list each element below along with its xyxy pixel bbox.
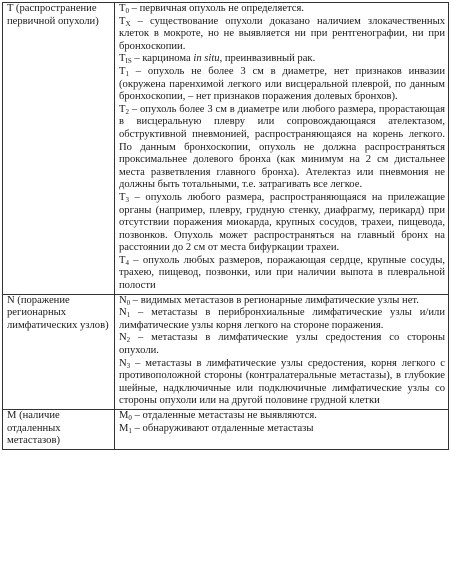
stage-letter: N: [119, 294, 127, 306]
stage-subscript: 1: [126, 311, 131, 320]
stage-code: [119, 255, 129, 266]
table-body: [3, 3, 449, 450]
stage-subscript: 3: [125, 195, 129, 204]
stage-letter: T: [119, 3, 126, 14]
stage-subscript: 0: [125, 7, 129, 15]
stage-subscript: 2: [125, 107, 129, 116]
definition-entry: [119, 104, 445, 192]
category-cell: [3, 410, 115, 450]
stage-letter: N: [119, 332, 127, 344]
stage-code: [119, 16, 131, 27]
category-cell: [3, 3, 115, 295]
stage-description-italic: in situ: [193, 53, 220, 65]
definition-entry: [119, 255, 445, 293]
definition-entry: [119, 410, 445, 423]
stage-description: – первичная опухоль не определяется.: [128, 3, 304, 14]
stage-code: [119, 3, 129, 14]
stage-description: – метастазы в перибронхиальные лимфатические узлы и/или лимфатические узлы корня легкого на стороне поражения.: [119, 307, 445, 331]
stage-letter: T: [119, 191, 126, 203]
stage-description: – опухоль любого размера, распространяющаяся на прилежащие органы (например, плевру, грудную стенку, диафрагму, перикард) при отсутствии поражения миокарда, крупных сосудов, трахеи, пищевода, позвонков. Опухоль может распространяться на главный бронх на расстоянии до 2 см от места бифуркации трахеи.: [119, 191, 445, 254]
stage-description: – отдаленные метастазы не выявляются.: [131, 410, 317, 421]
stage-code: [119, 410, 132, 421]
stage-letter: T: [119, 53, 126, 65]
stage-code: [119, 192, 129, 203]
stage-code: [119, 332, 130, 343]
stage-code: [119, 295, 130, 306]
stage-description: – метастазы в лимфатические узлы средостения со стороны опухоли.: [119, 332, 445, 357]
stage-description: – обнаруживают отдаленные метастазы: [131, 422, 314, 434]
stage-description-end: , преинвазивный рак.: [219, 53, 316, 65]
stage-description: – опухоль не более 3 см в диаметре, нет признаков инвазии (окружена паренхимой легкого или висцеральной плеврой, по данным бронхоскопии, – нет признаков поражения долевых бронхов).: [119, 65, 445, 103]
stage-subscript: 1: [128, 426, 132, 435]
definition-entry: [119, 295, 445, 308]
stage-description: – карцинома: [131, 53, 194, 65]
category-label: T (распространение первичной опухоли): [7, 3, 99, 27]
definition-entry: [119, 423, 445, 436]
stage-code: [119, 358, 130, 369]
table-row-t: [3, 3, 449, 295]
stage-description: – метастазы в лимфатические узлы средостения, корня легкого с противоположной стороны (контралатеральные метастазы), в глубокие шейные, надключичные или подключичные лимфатические узлы со стороны опухоли или на другой половине грудной клетки: [119, 357, 445, 407]
definition-entry: [119, 307, 445, 332]
stage-subscript: 4: [125, 258, 129, 267]
stage-letter: M: [119, 422, 129, 434]
stage-code: [119, 423, 132, 434]
definition-entry: [119, 192, 445, 255]
stage-description: – видимых метастазов в регионарные лимфатические узлы нет.: [130, 294, 419, 306]
definition-entry: [119, 358, 445, 408]
stage-subscript: 3: [126, 361, 131, 370]
stage-subscript: 2: [126, 336, 131, 345]
table-row-n: [3, 294, 449, 409]
stage-letter: M: [119, 410, 129, 421]
stage-subscript: 1: [125, 69, 129, 78]
stage-description: – опухоль более 3 см в диаметре или любого размера, прорастающая в висцеральную плевру или сопровождающаяся ателектазом, обструктивной пневмонией, распространяющаяся на корень легкого. По данным бронхоскопии, опухоль не должна распространяться проксимальнее долевого бронха (как минимум на 2 см дистальнее места разветвления главного бронха). Ателектаз или пневмония не должны быть тотальными, т.е. затрагивать все легкое.: [119, 103, 445, 191]
definition-entry: [119, 66, 445, 104]
stage-code: [119, 53, 132, 64]
definitions-cell: [115, 294, 449, 409]
stage-subscript: IS: [125, 57, 132, 66]
definition-entry: [119, 16, 445, 54]
definition-entry: [119, 53, 445, 66]
definitions-cell: [115, 410, 449, 450]
table-row-m: [3, 410, 449, 450]
stage-code: [119, 307, 130, 318]
stage-subscript: 0: [126, 298, 131, 307]
definition-entry: [119, 3, 445, 16]
stage-code: [119, 104, 129, 115]
stage-letter: T: [119, 254, 126, 266]
stage-letter: N: [119, 307, 127, 319]
stage-subscript: 0: [128, 414, 132, 422]
stage-letter: T: [119, 103, 126, 115]
definition-entry: [119, 332, 445, 357]
category-label: M (наличие отдаленных метастазов): [7, 410, 61, 447]
stage-code: [119, 66, 129, 77]
tnm-classification-table: [2, 2, 449, 450]
stage-description: – опухоль любых размеров, поражающая сердце, крупные сосуды, трахею, пищевод, позвонки, или при наличии выпота в плевральной полости: [119, 254, 445, 292]
category-cell: [3, 294, 115, 409]
stage-description: – существование опухоли доказано наличием злокачественных клеток в мокроте, но не выявляется ни при рентгенографии, ни при бронхоскопии.: [119, 15, 445, 52]
stage-letter: N: [119, 357, 127, 369]
definitions-cell: [115, 3, 449, 295]
stage-subscript: X: [125, 19, 131, 28]
stage-letter: T: [119, 65, 126, 77]
category-label: N (поражение регионарных лимфатических узлов): [7, 294, 109, 331]
stage-letter: T: [119, 15, 126, 27]
